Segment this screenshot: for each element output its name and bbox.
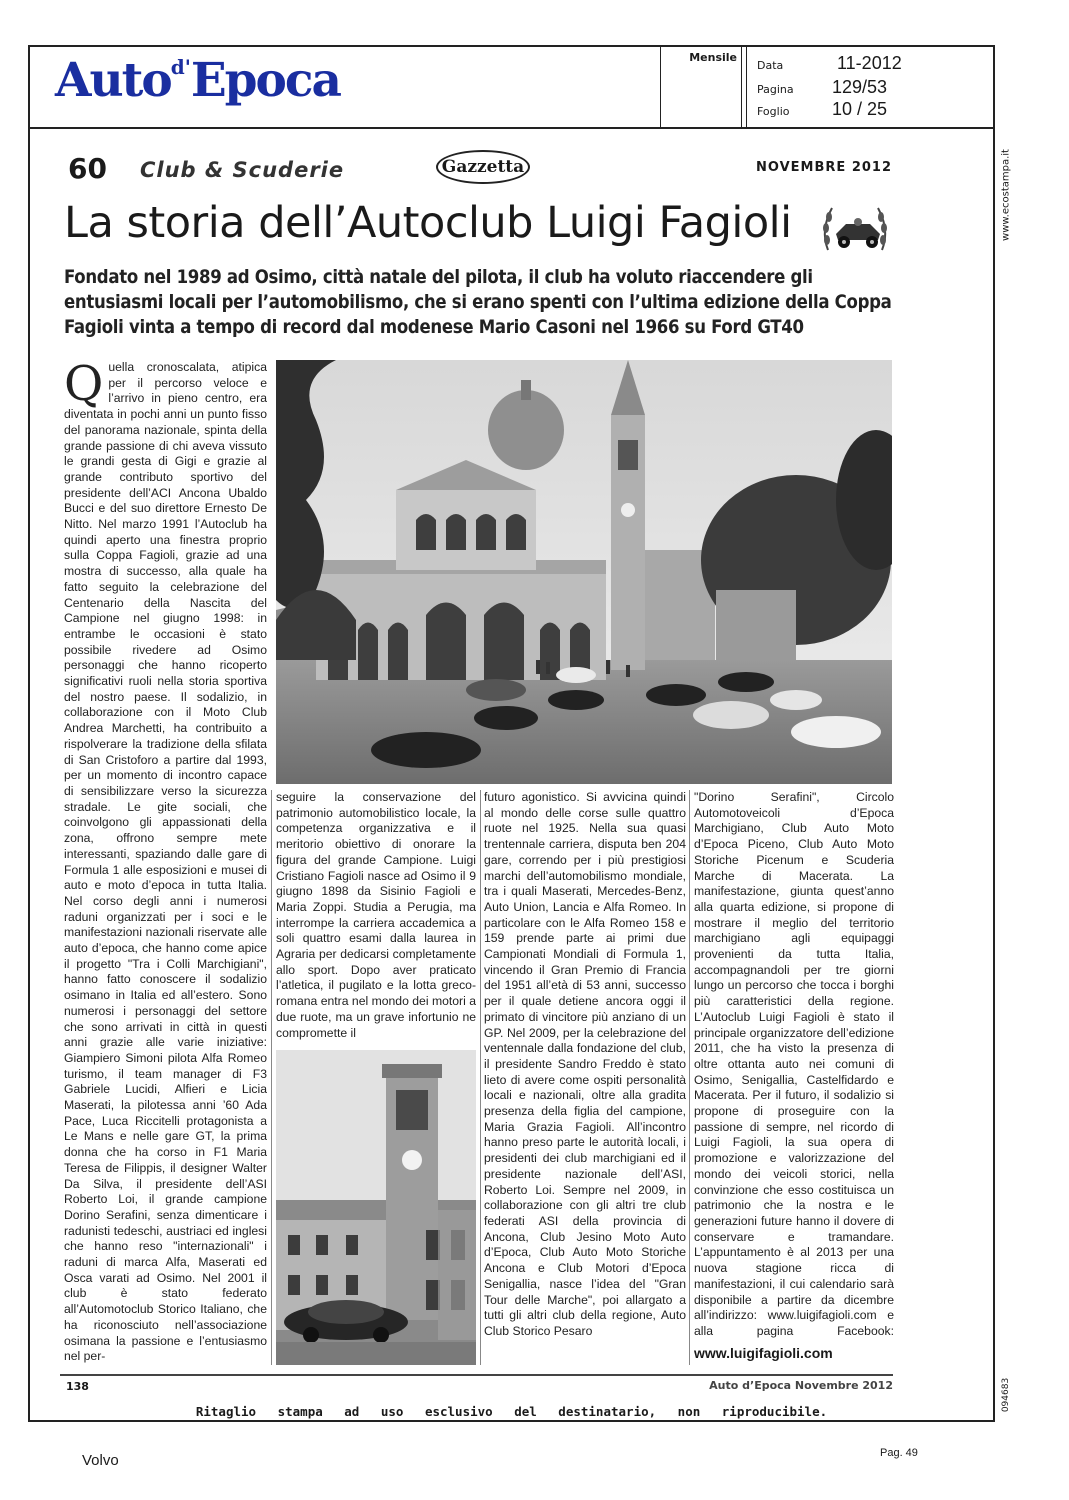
press-header [28,45,995,129]
frequency-cell [660,47,742,129]
club-website: www.luigifagioli.com [694,1345,833,1361]
page-label: Pagina [757,83,794,96]
frequency-label: Mensile [689,51,737,64]
magazine-folio: 138 [66,1380,89,1393]
article-column-2: seguire la conservazione del patrimonio automobilistico locale, la competenza organizzativa e il meritorio obiettivo di onorare la figura del grande Campione. Luigi Cristiano Fagioli nasce ad Osimo il 9 giugno 1898 da Sisinio Fagioli e Maria Zoppi. Studia a Perugia, ma interrompe la carriera accademica a soli quattro esami dalla laurea in Agraria per dedicarsi completamente allo sport. Dopo aver praticato l’atletica, il pugilato e la lotta greco-romana entra nel mondo dei motori a due ruote, ma un grave infortunio ne compromette il [276,790,476,1040]
church-square-photo [276,360,892,784]
magazine-page-number: 60 [68,152,107,185]
clipping-notice: Ritaglio stampa ad uso esclusivo del destinatario, non riproducibile. [195,1404,828,1419]
article-column-1 [64,360,267,1370]
page-value: 129/53 [832,77,888,97]
club-crest-icon [818,200,892,258]
column-divider [689,790,690,1365]
article-footer [60,1374,893,1392]
article-column-4: "Dorino Serafini", Circolo Automotoveicoli d’Epoca Marchigiano, Club Auto Moto d’Epoca Piceno, Club Auto Moto Storiche Picenum e Scuderia Marche di Macerata. La manifestazione, giunta quest’anno alla quarta edizione, si propone di mostrare il meglio del territorio marchigiano agli equipaggi provenienti da tutta Italia, accompagnandoli per tre giorni lungo un percorso che tocca i borghi più caratteristici della regione. L’Autoclub Luigi Fagioli è stato il principale organizzatore dell’edizione 2011, che ha visto la presenza di oltre ottanta auto nei comuni di Osimo, Senigallia, Castelfidardo e Macerata. Per il futuro, il sodalizio si propone di proseguire con la passione di sempre, nel ricordo di Luigi Fagioli, la sua opera di promozione e valorizzazione del mondo dei veicoli storici, nella convinzione che esso costituisca un patrimonio che la nostra e le generazioni future hanno il dovere di conservare e tramandare. L’appuntamento è al 2013 per una nuova stagione ricca di manifestazioni, il cui calendario sarà disponibile a partire da dicembre all’indirizzo: www.luigifagioli.com e alla pagina Facebook: [694,790,894,1338]
article-title: La storia dell’Autoclub Luigi Fagioli [64,198,792,248]
clipping-meta [746,47,994,129]
column-divider [480,790,481,1365]
article-topline [60,148,892,188]
article-column-3: futuro agonistico. Si avvicina quindi al mondo delle corse sulle quattro ruote nel 1925. Nella sua quasi trentennale carriera, disputa ben 204 gare, correndo per i più prestigiosi marchi dell’automobilismo mondiale, tra i quali Maserati, Mercedes-Benz, Auto Union, Lancia e Alfa Romeo. In particolare con le Alfa Romeo 158 e 159 prende parte ai primi due Campionati Mondiali di Formula 1, vincendo il Gran Premio di Francia del 1951 all’età di 53 anni, successo per il quale detiene ancora oggi il primato di vincitore più anziano di un GP. Nel 2009, per la celebrazione del ventennale dalla fondazione del club, il presidente Sandro Freddo è stato lieto di avere come ospiti personalità locali e nazionali, oltre alla gradita presenza della figlia del campione, Maria Grazia Fagioli. All’incontro hanno preso parte le autorità locali, i presidenti dei club marchigiani ed il presidente nazionale dell’ASI, Roberto Loi. Sempre nel 2009, in collaborazione con gli altri tre club federati ASI della provincia di Ancona, Club Jesino Moto Auto d’Epoca, Club Auto Moto Storiche Ancona e Club Motori d’Epoca Senigallia, nasce l’idea del "Gran Tour delle Marche", poi allargato a tutti gli altri club della regione, Auto Club Storico Pesaro [484,790,686,1338]
client-brand: Volvo [82,1452,119,1469]
side-code: 094683 [1001,1377,1011,1413]
side-website: www.ecostampa.it [1000,149,1012,241]
sheet-value: 10 / 25 [832,99,888,119]
gazzetta-logo: Gazzetta [436,150,530,184]
issue-date: NOVEMBRE 2012 [756,160,892,175]
document-page-number: Pag. 49 [880,1447,918,1459]
article-subtitle: Fondato nel 1989 ad Osimo, città natale del pilota, il club ha voluto riaccendere gli entusiasmi locali per l’automobilismo, che si erano spenti con l’ultima edizione della Coppa Fagioli vinta a tempo di record dal modenese Mario Casoni nel 1966 su Ford GT40 [64,267,892,338]
column-divider [271,790,272,1365]
section-name: Club & Scuderie [140,158,345,182]
date-label: Data [757,59,784,72]
publication-logo: Auto$^{d'}$Epoca [55,53,340,108]
publication-footer: Auto d’Epoca Novembre 2012 [709,1379,893,1392]
date-value: 11-2012 [837,53,902,73]
drop-cap: Q [64,360,104,412]
column-1-text: uella cronoscalata, atipica per il percorso veloce e l’arrivo in pieno centro, era diventata in pochi anni un punto fisso del panorama nazionale, spinta della grande passione di chi aveva vissuto le grandi gesta di Gigi e grazie al grande contributo sportivo del presidente dell’ACI Ancona Ubaldo Bucci e del suo direttore Ernesto De Nitto. Nel marzo 1991 l’Autoclub ha quindi aperto una finestra proprio sulla Coppa Fagioli, grazie ad una mostra di successo, alla quale ha fatto seguito la celebrazione del Centenario della Nascita del Campione nel giugno 1998: in entrambe le occasioni è stato possibile rivedere ad Osimo personaggi che hanno ricoperto significativi ruoli nella storia sportiva del nostro paese. Il sodalizio, in collaborazione con il Moto Club Andrea Marchetti, ha contribuito a rispolverare la tradizione della sfilata di San Cristoforo a partire dal 1993, per un momento di incontro capace di sensibilizzare verso la sicurezza stradale. Le gite sociali, che coinvolgono gli appassionati della zona, offrono sempre mete interessanti, spaziando dalle gare di Formula 1 alle esposizioni e musei di auto e moto d’epoca in tutta Italia. Nel corso degli anni i numerosi raduni organizzati per i soci e le manifestazioni nazionali riservate alle auto d’epoca, che hanno come apice il progetto "Tra i Colli Marchigiani", hanno fatto conoscere il sodalizio osimano in Italia ed all’estero. Sono numerosi i personaggi del settore che sono arrivati in città in questi anni grazie alle varie iniziative: Giampiero Simoni pilota Alfa Romeo turismo, il team manager di F3 Gabriele Lucidi, Alfieri e Licia Maserati, la pilotessa anni ’60 Ada Pace, Luca Riccitelli protagonista a Le Mans e nelle gare GT, la prima donna che ha corso in F1 Maria Teresa de Filippis, il designer Walter Da Silva, il presidente dell’ASI Roberto Loi, il grande campione Dorino Serafini, senza dimenticare i radunisti tedeschi, austriaci ed inglesi che hanno reso "internazionali" i raduni di marca Alfa, Maserati ed Osca varati ad Osimo. Nel 2001 il club è stato federato all’Automotoclub Storico Italiano, che ha riconosciuto nell’associazione osimana la passione e l’entusiasmo nel per- [64,360,267,1364]
town-hall-photo [276,1050,476,1365]
sheet-label: Foglio [757,105,790,118]
